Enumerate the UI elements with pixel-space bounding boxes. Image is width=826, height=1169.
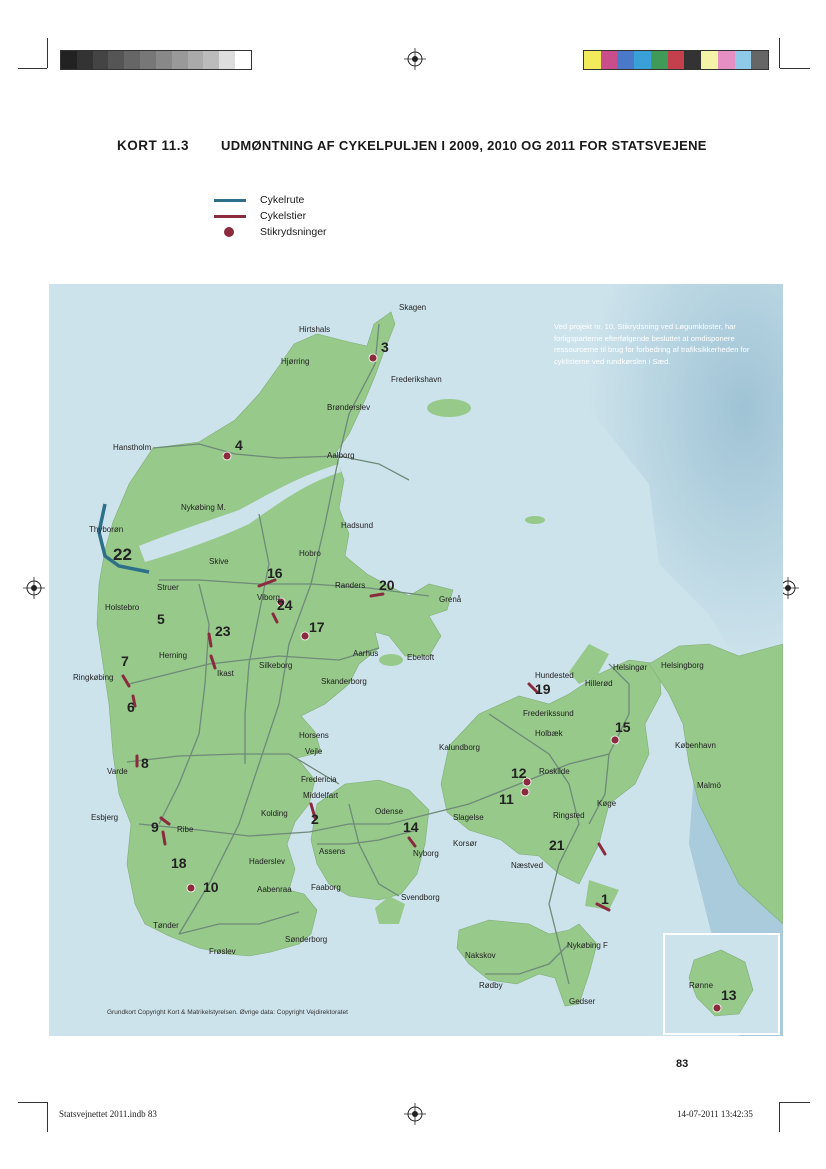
town-label: Nykøbing F xyxy=(567,941,608,950)
town-label: Ribe xyxy=(177,825,194,834)
project-number: 5 xyxy=(157,611,165,627)
project-number: 24 xyxy=(277,597,293,613)
town-label: Frøslev xyxy=(209,947,236,956)
legend-item-cykelstier xyxy=(214,210,306,222)
registration-mark-left xyxy=(23,577,45,599)
legend-label: Cykelstier xyxy=(260,210,307,222)
line-symbol-icon xyxy=(214,210,246,222)
town-label: Slagelse xyxy=(453,813,484,822)
town-label: Ebeltoft xyxy=(407,653,435,662)
project-number: 22 xyxy=(113,545,132,564)
town-label: Helsingborg xyxy=(661,661,704,670)
town-label: Malmö xyxy=(697,781,722,790)
project-number: 2 xyxy=(311,811,319,827)
town-label: Aarhus xyxy=(353,649,379,658)
town-label: Hanstholm xyxy=(113,443,152,452)
town-label: Ringsted xyxy=(553,811,585,820)
town-label: Holbæk xyxy=(535,729,563,738)
town-label: Hobro xyxy=(299,549,321,558)
project-number: 3 xyxy=(381,339,389,355)
land-anholt xyxy=(525,516,545,524)
town-label: Skagen xyxy=(399,303,427,312)
town-label: Hadsund xyxy=(341,521,374,530)
project-number: 17 xyxy=(309,619,325,635)
land-samso xyxy=(379,654,403,666)
town-label: Hirtshals xyxy=(299,325,331,334)
project-number: 6 xyxy=(127,699,135,715)
town-label: Faaborg xyxy=(311,883,341,892)
project-number: 14 xyxy=(403,819,419,835)
town-label: Ikast xyxy=(217,669,234,678)
town-label: Rødby xyxy=(479,981,503,990)
dot-symbol-icon xyxy=(214,226,246,238)
town-label: Viborg xyxy=(257,593,280,602)
town-label: Hjørring xyxy=(281,357,310,366)
land-laeso xyxy=(427,399,471,417)
color-bar xyxy=(583,50,769,70)
town-label: Odense xyxy=(375,807,404,816)
town-label: Assens xyxy=(319,847,346,856)
project-number: 9 xyxy=(151,819,159,835)
registration-mark-top xyxy=(404,48,426,70)
town-label: Tønder xyxy=(153,921,179,930)
town-label: Svendborg xyxy=(401,893,440,902)
town-label: Frederikssund xyxy=(523,709,574,718)
town-label: Horsens xyxy=(299,731,329,740)
map-note: Ved projekt nr. 10, Stikrydsning ved Løgumkloster, har forligsparterne efterfølgende besluttet at omdisponere ressourcerne til brug for forbedring af trafiksikkerheden for cyklisterne ved rundkørslen i Sæd. xyxy=(554,322,750,366)
project-number: 13 xyxy=(721,987,737,1003)
project-number: 10 xyxy=(203,879,219,895)
town-label: Randers xyxy=(335,581,366,590)
town-label: Skanderborg xyxy=(321,677,367,686)
footer-file-info: Statsvejnettet 2011.indb 83 xyxy=(59,1109,157,1119)
town-label: Hillerød xyxy=(585,679,613,688)
project-number: 23 xyxy=(215,623,231,639)
town-label: Nyborg xyxy=(413,849,439,858)
project-number: 16 xyxy=(267,565,283,581)
town-label: Grenå xyxy=(439,595,462,604)
town-label: Rønne xyxy=(689,981,714,990)
town-label: Skive xyxy=(209,557,229,566)
town-label: København xyxy=(675,741,716,750)
town-label: Aalborg xyxy=(327,451,355,460)
town-label: Esbjerg xyxy=(91,813,119,822)
town-label: Helsingør xyxy=(613,663,648,672)
page-title: UDMØNTNING AF CYKELPULJEN I 2009, 2010 OG 2011 FOR STATSVEJENE xyxy=(221,138,707,153)
town-label: Varde xyxy=(107,767,128,776)
project-number: 15 xyxy=(615,719,631,735)
town-label: Haderslev xyxy=(249,857,286,866)
town-label: Nakskov xyxy=(465,951,496,960)
town-label: Silkeborg xyxy=(259,661,293,670)
project-number: 7 xyxy=(121,653,129,669)
town-label: Struer xyxy=(157,583,179,592)
map-canvas xyxy=(49,284,783,1036)
project-number: 4 xyxy=(235,437,243,453)
page-number: 83 xyxy=(676,1058,689,1070)
legend-label: Stikrydsninger xyxy=(260,226,327,238)
registration-mark-bottom xyxy=(404,1103,426,1125)
town-label: Kalundborg xyxy=(439,743,480,752)
town-label: Holstebro xyxy=(105,603,140,612)
grayscale-bar xyxy=(60,50,252,70)
town-label: Aabenraa xyxy=(257,885,292,894)
legend-item-stikrydsninger xyxy=(214,226,327,238)
map-credit: Grundkort Copyright Kort & Matrikelstyrelsen. Øvrige data: Copyright Vejdirektoratet xyxy=(107,1009,348,1016)
footer-timestamp: 14-07-2011 13:42:35 xyxy=(677,1109,753,1119)
project-number: 21 xyxy=(549,837,565,853)
town-label: Vejle xyxy=(305,747,323,756)
town-label: Middelfart xyxy=(303,791,339,800)
town-label: Sønderborg xyxy=(285,935,328,944)
project-number: 1 xyxy=(601,891,609,907)
town-label: Næstved xyxy=(511,861,544,870)
project-number: 19 xyxy=(535,681,551,697)
town-label: Frederikshavn xyxy=(391,375,442,384)
project-number: 12 xyxy=(511,765,527,781)
town-label: Brønderslev xyxy=(327,403,371,412)
town-label: Ringkøbing xyxy=(73,673,114,682)
town-label: Køge xyxy=(597,799,617,808)
town-label: Korsør xyxy=(453,839,477,848)
project-number: 18 xyxy=(171,855,187,871)
town-label: Herning xyxy=(159,651,188,660)
legend-label: Cykelrute xyxy=(260,194,305,206)
town-label: Nykøbing M. xyxy=(181,503,226,512)
town-label: Fredericia xyxy=(301,775,337,784)
town-label: Thyborøn xyxy=(89,525,124,534)
project-number: 11 xyxy=(499,791,514,807)
denmark-map xyxy=(49,284,783,1036)
line-symbol-icon xyxy=(214,194,246,206)
town-label: Gedser xyxy=(569,997,596,1006)
town-label: Hundested xyxy=(535,671,574,680)
town-label: Kolding xyxy=(261,809,288,818)
project-number: 8 xyxy=(141,755,149,771)
project-number: 20 xyxy=(379,577,395,593)
town-label: Roskilde xyxy=(539,767,570,776)
legend-item-cykelrute xyxy=(214,194,304,206)
map-code: KORT 11.3 xyxy=(117,138,190,153)
